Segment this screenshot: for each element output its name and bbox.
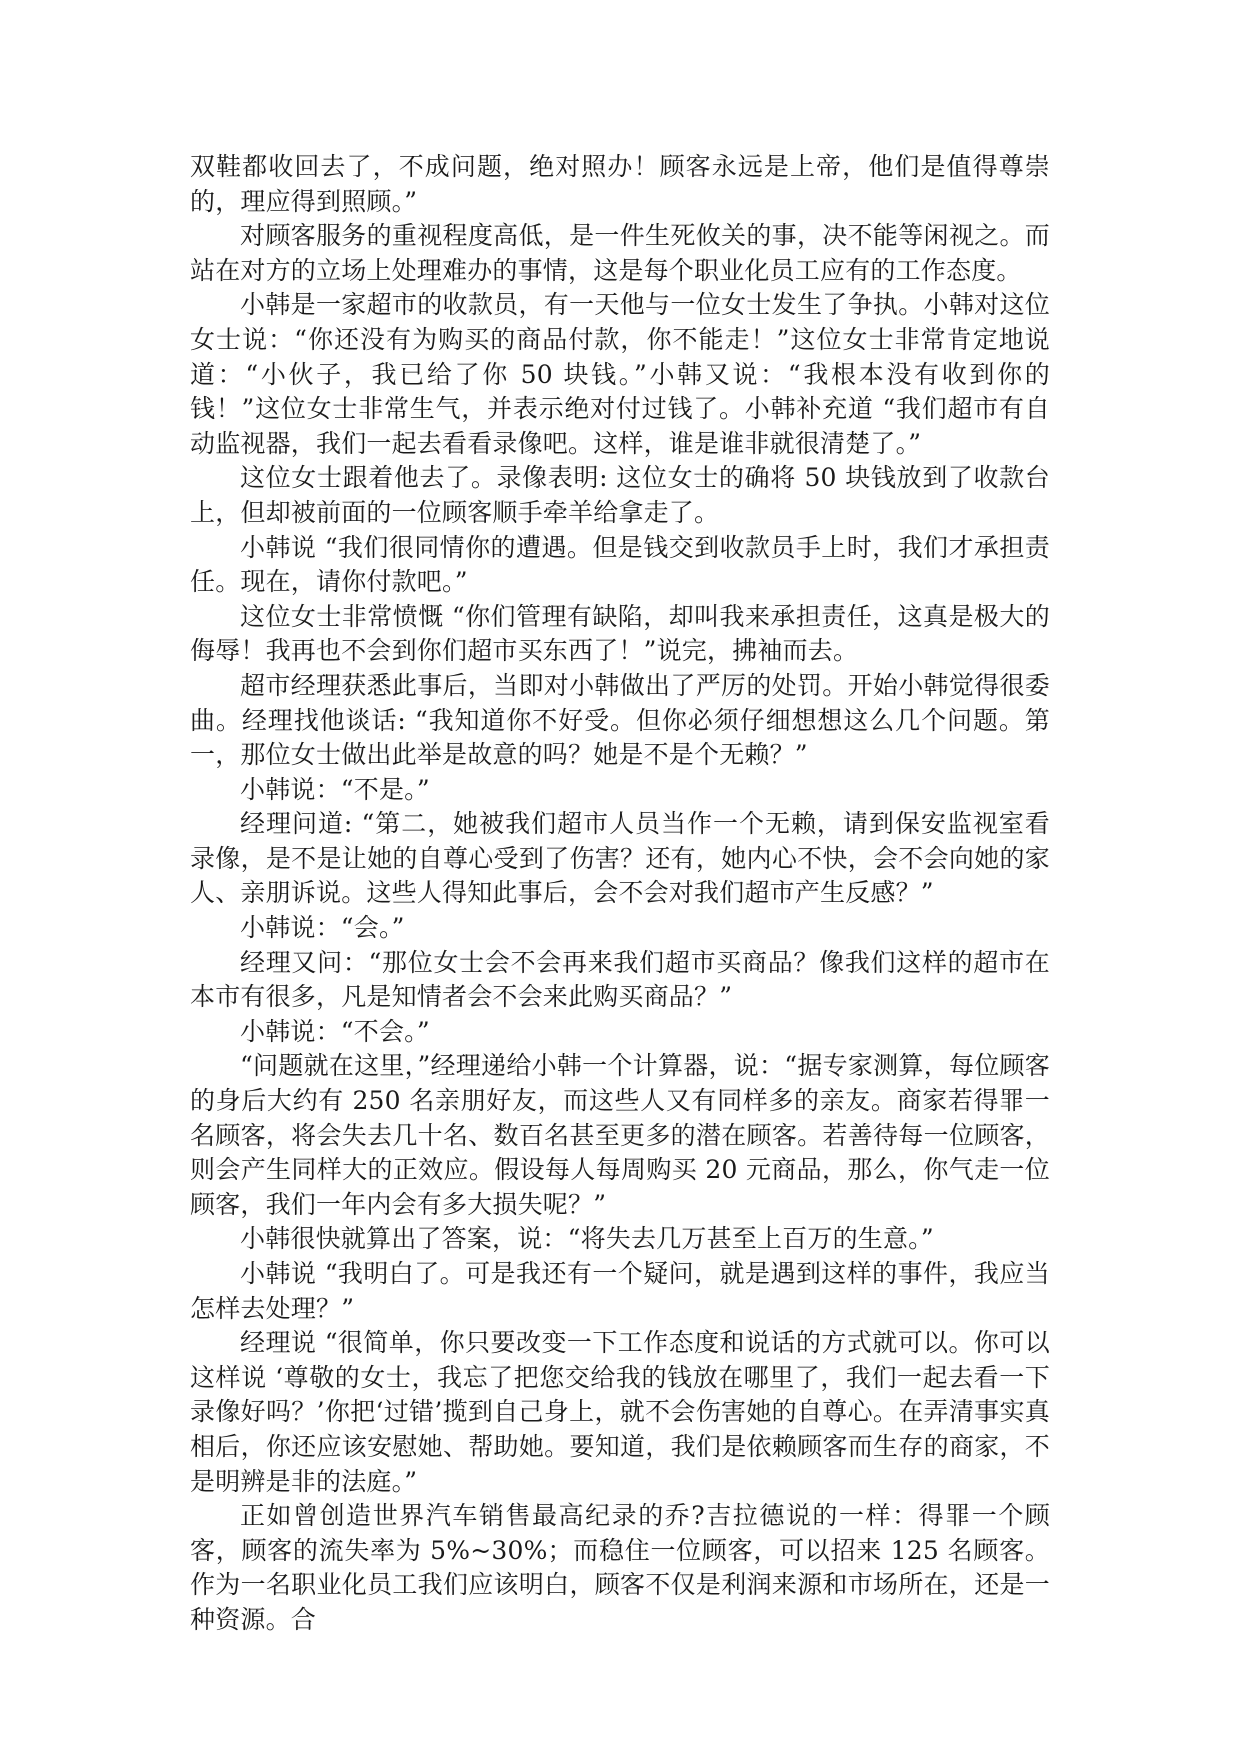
paragraph: 小韩很快就算出了答案，说：“将失去几万甚至上百万的生意。” (240, 1224, 934, 1254)
paragraph: 小韩是一家超市的收款员，有一天他与一位女士发生了争执。小韩对这位女士说：“你还没有为购买的商品付款，你不能走！”这位女士非常肯定地说道：“小伙子，我已给了你 50 块钱。”小韩又说：“我根本没有收到你的钱！”这位女士非常生气，并表示绝对付过钱了。小韩补充道 “我们超市有自动监视器，我们一起去看看录像吧。这样，谁是谁非就很清楚了。” (190, 290, 1050, 458)
paragraph-continuation: 双鞋都收回去了，不成问题，绝对照办！顾客永远是上帝，他们是值得尊崇的，理应得到照顾。” (190, 152, 1050, 216)
paragraph: 经理说 “很简单，你只要改变一下工作态度和说话的方式就可以。你可以这样说 ‘尊敬的女士，我忘了把您交给我的钱放在哪里了，我们一起去看一下录像好吗？’你把‘过错’揽到自己身上，就不会伤害她的自尊心。在弄清事实真相后，你还应该安慰她、帮助她。要知道，我们是依赖顾客而生存的商家，不是明辨是非的法庭。” (190, 1328, 1050, 1496)
body-text (190, 150, 1050, 1638)
paragraph: 经理又问：“那位女士会不会再来我们超市买商品？像我们这样的超市在本市有很多，凡是知情者会不会来此购买商品？” (190, 947, 1050, 1012)
paragraph: 经理问道: “第二，她被我们超市人员当作一个无赖，请到保安监视室看录像，是不是让她的自尊心受到了伤害？还有，她内心不快，会不会向她的家人、亲朋诉说。这些人得知此事后，会不会对我们超市产生反感？” (190, 809, 1050, 908)
paragraph: 这位女士非常愤慨 “你们管理有缺陷，却叫我来承担责任，这真是极大的侮辱！我再也不会到你们超市买东西了！”说完，拂袖而去。 (190, 601, 1050, 666)
paragraph: 正如曾创造世界汽车销售最高纪录的乔?吉拉德说的一样：得罪一个顾客，顾客的流失率为 5%~30%；而稳住一位顾客，可以招来 125 名顾客。作为一名职业化员工我们应该明白，顾客不仅是利润来源和市场所在，还是一种资源。合 (190, 1501, 1050, 1634)
paragraph: “问题就在这里，”经理递给小韩一个计算器，说：“据专家测算，每位顾客的身后大约有 250 名亲朋好友，而这些人又有同样多的亲友。商家若得罪一名顾客，将会失去几十名、数百名甚至更多的潜在顾客。若善待每一位顾客，则会产生同样大的正效应。假设每人每周购买 20 元商品，那么，你气走一位顾客，我们一年内会有多大损失呢？” (190, 1051, 1050, 1219)
paragraph: 对顾客服务的重视程度高低，是一件生死攸关的事，决不能等闲视之。而站在对方的立场上处理难办的事情，这是每个职业化员工应有的工作态度。 (190, 221, 1050, 285)
paragraph: 小韩说 “我们很同情你的遭遇。但是钱交到收款员手上时，我们才承担责任。现在，请你付款吧。” (190, 532, 1050, 597)
paragraph: 这位女士跟着他去了。录像表明: 这位女士的确将 50 块钱放到了收款台上，但却被前面的一位顾客顺手牵羊给拿走了。 (190, 463, 1050, 527)
paragraph: 小韩说：“会。” (240, 913, 405, 943)
paragraph: 超市经理获悉此事后，当即对小韩做出了严厉的处罚。开始小韩觉得很委曲。经理找他谈话: “我知道你不好受。但你必须仔细想想这么几个问题。第一，那位女士做出此举是故意的吗？她是不是个无赖？” (190, 670, 1050, 770)
paragraph: 小韩说：“不是。” (240, 774, 430, 804)
paragraph: 小韩说 “我明白了。可是我还有一个疑问，就是遇到这样的事件，我应当怎样去处理？” (190, 1259, 1050, 1323)
paragraph: 小韩说：“不会。” (240, 1016, 430, 1046)
